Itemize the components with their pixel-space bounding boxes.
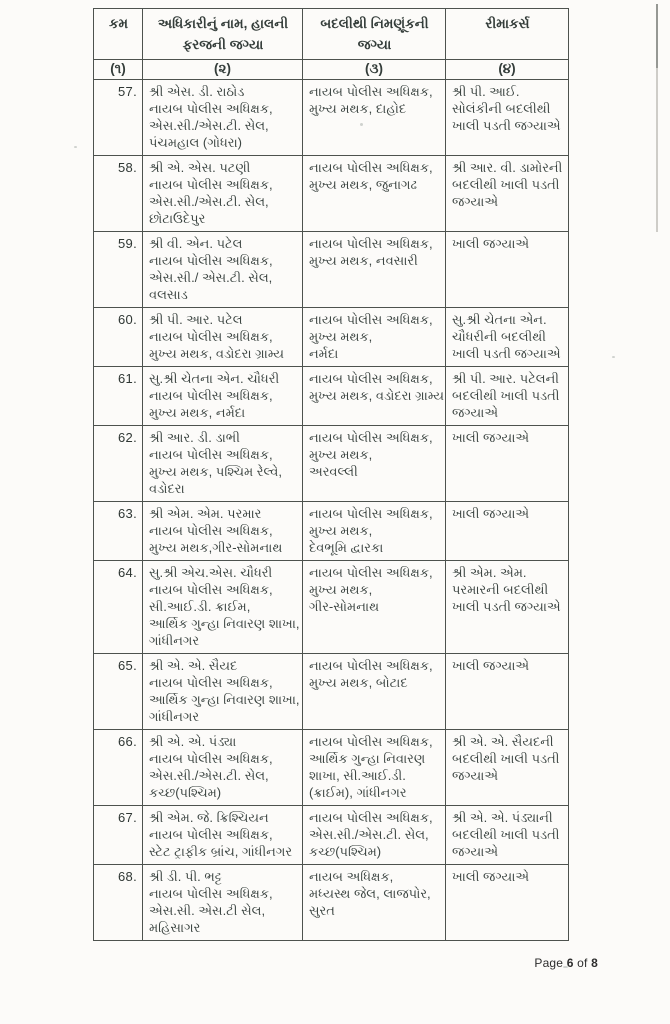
text-line: મુખ્ય મથક, નર્મદા [149,405,246,420]
text-line: નાયબ અધિક્ષક, [309,869,394,884]
text-line: કમ [108,16,129,31]
officer-cell [143,730,303,806]
officer-cell [143,806,303,865]
scan-speck [612,356,615,358]
serial-cell: 64. [94,561,143,654]
text-line: નાયબ પોલીસ અધિક્ષક, [149,675,273,690]
text-line: નાયબ પોલીસ અધિક્ષક, [309,734,433,749]
new-post-cell [303,426,446,502]
serial-cell: 59. [94,232,143,308]
serial-cell: 63. [94,502,143,561]
text-line: જગ્યાએ [452,844,499,859]
text-line: શ્રી પી. આઈ. [452,84,520,99]
text-line: સ્ટેટ ટ્રાફીક બ્રાંચ, ગાંધીનગર [149,844,293,859]
text-line: એસ.સી./એસ.ટી. સેલ, [309,827,429,842]
text-line: પંચમહાલ (ગોધરા) [149,135,242,150]
remarks-cell [446,426,569,502]
text-line: જગ્યાએ [452,194,499,209]
text-line: નાયબ પોલીસ અધિક્ષક, [149,523,273,538]
text-line: મુખ્ય મથક, [309,329,373,344]
text-line: મુખ્ય મથક, જુનાગઢ [309,177,417,192]
text-line: મુખ્ય મથક, નવસારી [309,253,418,268]
text-line: નાયબ પોલીસ અધિક્ષક, [149,101,273,116]
page-word: Page [534,956,564,970]
table-row [94,156,569,232]
text-line: શ્રી એ. એ. સૈયદ [149,658,238,673]
serial-cell: 65. [94,654,143,730]
text-line: નાયબ પોલીસ અધિક્ષક, [149,177,273,192]
remarks-cell [446,156,569,232]
page-number: 6 [566,956,574,970]
new-post-cell [303,654,446,730]
text-line: મુખ્ય મથક, [309,447,373,462]
table-row [94,730,569,806]
text-line: નાયબ પોલીસ અધિક્ષક, [309,430,433,445]
remarks-cell [446,367,569,426]
text-line: નર્મદા [309,346,339,361]
officer-cell [143,308,303,367]
new-post-cell [303,865,446,941]
text-line: પરમારની બદલીથી [452,582,549,597]
officer-cell [143,367,303,426]
text-line: એસ.સી./એસ.ટી. સેલ, [149,768,269,783]
new-post-cell [303,561,446,654]
serial-cell: 60. [94,308,143,367]
new-post-cell [303,367,446,426]
column-number-1: (૧) [94,60,143,80]
text-line: સુ.શ્રી ચેતના એન. [452,312,547,327]
text-line: જગ્યા [357,37,392,52]
text-line: જગ્યાએ [452,768,499,783]
text-line: ખાલી જગ્યાએ [452,506,530,521]
text-line: કચ્છ(પશ્ચિમ) [149,785,222,800]
table-row [94,865,569,941]
text-line: મુખ્ય મથક, [309,582,373,597]
text-line: સુરત [309,903,335,918]
text-line: ખાલી જગ્યાએ [452,658,530,673]
column-number-row [94,60,569,80]
text-line: નાયબ પોલીસ અધિક્ષક, [149,329,273,344]
text-line: નાયબ પોલીસ અધિક્ષક, [309,236,433,251]
text-line: શ્રી આર. વી. ડામોરની [452,160,563,175]
text-line: શ્રી આર. ડી. ડાભી [149,430,240,445]
text-line: આર્થિક ગુન્હા નિવારણ [309,751,426,766]
text-line: વલસાડ [149,287,188,302]
table-row [94,806,569,865]
scan-speck [360,123,363,126]
text-line: મધ્યસ્થ જેલ, લાજપોર, [309,886,431,901]
column-number-2: (૨) [143,60,303,80]
text-line: નાયબ પોલીસ અધિક્ષક, [149,827,273,842]
text-line: મુખ્ય મથક, બોટાદ [309,675,408,690]
column-number-3: (૩) [303,60,446,80]
text-line: મુખ્ય મથક, [309,523,373,538]
text-line: સી.આઈ.ડી. ક્રાઈમ, [149,599,251,614]
remarks-cell [446,865,569,941]
text-line: ખાલી પડતી જગ્યાએ [452,118,561,133]
officer-cell [143,80,303,156]
text-line: શ્રી એ. એ. પંડ્યાની [452,810,553,825]
remarks-cell [446,80,569,156]
table-row [94,308,569,367]
remarks-cell [446,806,569,865]
text-line: નાયબ પોલીસ અધિક્ષક, [309,312,433,327]
text-line: મહિસાગર [149,920,201,935]
text-line: ગાંધીનગર [149,633,200,648]
text-line: સુ.શ્રી એચ.એસ. ચૌધરી [149,565,273,580]
text-line: નાયબ પોલીસ અધિક્ષક, [309,658,433,673]
text-line: શ્રી એ. એસ. પટણી [149,160,251,175]
text-line: શ્રી પી. આર. પટેલ [149,312,243,327]
serial-cell: 57. [94,80,143,156]
table-body [94,80,569,941]
text-line: નાયબ પોલીસ અધિક્ષક, [149,751,273,766]
text-line: નાયબ પોલીસ અધિક્ષક, [149,253,273,268]
text-line: ખાલી જગ્યાએ [452,430,530,445]
remarks-cell [446,654,569,730]
text-line: જગ્યાએ [452,405,499,420]
text-line: છોટાઉદેપુર [149,211,206,226]
text-line: શ્રી એ. એ. સૈયદની [452,734,554,749]
new-post-cell [303,308,446,367]
text-line: એસ.સી./એસ.ટી. સેલ, [149,118,269,133]
officer-cell [143,865,303,941]
text-line: સોલંકીની બદલીથી [452,101,551,116]
table-head [94,9,569,80]
text-line: (ક્રાઈમ), ગાંધીનગર [309,785,407,800]
table-row [94,654,569,730]
column-number-4: (૪) [446,60,569,80]
text-line: મુખ્ય મથક,ગીર-સોમનાથ [149,540,283,555]
text-line: શ્રી એ. એ. પંડ્યા [149,734,237,749]
text-line: નાયબ પોલીસ અધિક્ષક, [149,886,273,901]
text-line: ખાલી પડતી જગ્યાએ [452,599,561,614]
text-line: નાયબ પોલીસ અધિક્ષક, [149,447,273,462]
officer-cell [143,502,303,561]
serial-cell: 68. [94,865,143,941]
text-line: મુખ્ય મથક, વડોદરા ગ્રામ્ય [149,346,285,361]
text-line: બદલીથી ખાલી પડતી [452,827,560,842]
new-post-cell [303,730,446,806]
text-line: એસ.સી./એસ.ટી. સેલ, [149,194,269,209]
text-line: દેવભૂમિ દ્વારકા [309,540,384,555]
scan-speck [74,146,77,148]
text-line: ગાંધીનગર [149,709,200,724]
text-line: નાયબ પોલીસ અધિક્ષક, [309,565,433,580]
remarks-cell [446,730,569,806]
text-line: નાયબ પોલીસ અધિક્ષક, [309,371,433,386]
officer-cell [143,561,303,654]
scan-speck [563,966,568,968]
text-line: ગીર-સોમનાથ [309,599,380,614]
new-post-cell [303,80,446,156]
officer-cell [143,426,303,502]
officer-cell [143,232,303,308]
table-row [94,367,569,426]
table-row [94,232,569,308]
text-line: એસ.સી. એસ.ટી સેલ, [149,903,266,918]
text-line: શ્રી એમ. એમ. પરમાર [149,506,262,521]
scan-artifact-line [656,4,658,232]
new-post-cell [303,502,446,561]
officer-cell [143,654,303,730]
serial-cell: 67. [94,806,143,865]
text-line: ખાલી જગ્યાએ [452,869,530,884]
text-line: ખાલી જગ્યાએ [452,236,530,251]
text-line: નાયબ પોલીસ અધિક્ષક, [309,160,433,175]
text-line: વડોદરા [149,481,185,496]
text-line: શ્રી એસ. ડી. રાઠોડ [149,84,245,99]
text-line: સુ.શ્રી ચેતના એન. ચૌધરી [149,371,280,386]
text-line: નાયબ પોલીસ અધિક્ષક, [149,388,273,403]
officer-cell [143,156,303,232]
text-line: ફરજની જગ્યા [182,37,264,52]
new-post-cell [303,156,446,232]
remarks-cell [446,232,569,308]
header-transfer-appointment-post [303,9,446,60]
serial-cell: 58. [94,156,143,232]
text-line: રીમાકર્સ [485,16,530,31]
text-line: નાયબ પોલીસ અધિક્ષક, [309,84,433,99]
text-line: બદલીથી ખાલી પડતી [452,177,560,192]
serial-cell: 61. [94,367,143,426]
serial-cell: 66. [94,730,143,806]
text-line: અધિકારીનું નામ, હાલની [157,16,289,31]
new-post-cell [303,806,446,865]
text-line: મુખ્ય મથક, દાહોદ [309,101,407,116]
remarks-cell [446,308,569,367]
text-line: શાખા, સી.આઈ.ડી. [309,768,406,783]
text-line: આર્થિક ગુન્હા નિવારણ શાખા, [149,616,300,631]
text-line: શ્રી એમ. એમ. [452,565,527,580]
text-line: ખાલી પડતી જગ્યાએ [452,346,561,361]
text-line: શ્રી પી. આર. પટેલની [452,371,560,386]
text-line: આર્થિક ગુન્હા નિવારણ શાખા, [149,692,300,707]
text-line: નાયબ પોલીસ અધિક્ષક, [309,506,433,521]
serial-cell: 62. [94,426,143,502]
text-line: બદલીથી ખાલી પડતી [452,388,560,403]
officer-transfer-table [93,8,569,941]
text-line: કચ્છ(પશ્ચિમ) [309,844,382,859]
header-serial-number [94,9,143,60]
header-remarks [446,9,569,60]
total-pages: 8 [591,956,598,970]
text-line: નાયબ પોલીસ અધિક્ષક, [309,810,433,825]
remarks-cell [446,561,569,654]
text-line: મુખ્ય મથક, પશ્ચિમ રેલ્વે, [149,464,282,479]
text-line: શ્રી એમ. જે. ક્રિશ્ચિયન [149,810,269,825]
text-line: મુખ્ય મથક, વડોદરા ગ્રામ્ય [309,388,445,403]
text-line: શ્રી ડી. પી. ભટ્ટ [149,869,222,884]
header-officer-name-current-post [143,9,303,60]
header-row [94,9,569,60]
text-line: શ્રી વી. એન. પટેલ [149,236,243,251]
text-line: અરવલ્લી [309,464,358,479]
text-line: બદલીથી ખાલી પડતી [452,751,560,766]
remarks-cell [446,502,569,561]
text-line: એસ.સી./ એસ.ટી. સેલ, [149,270,273,285]
text-line: બદલીથી નિમણૂંકની [320,16,429,31]
text-line: નાયબ પોલીસ અધિક્ષક, [149,582,273,597]
of-word: of [577,956,588,970]
table-row [94,426,569,502]
new-post-cell [303,232,446,308]
table-row [94,80,569,156]
table-row [94,502,569,561]
text-line: ચૌધરીની બદલીથી [452,329,546,344]
table-row [94,561,569,654]
